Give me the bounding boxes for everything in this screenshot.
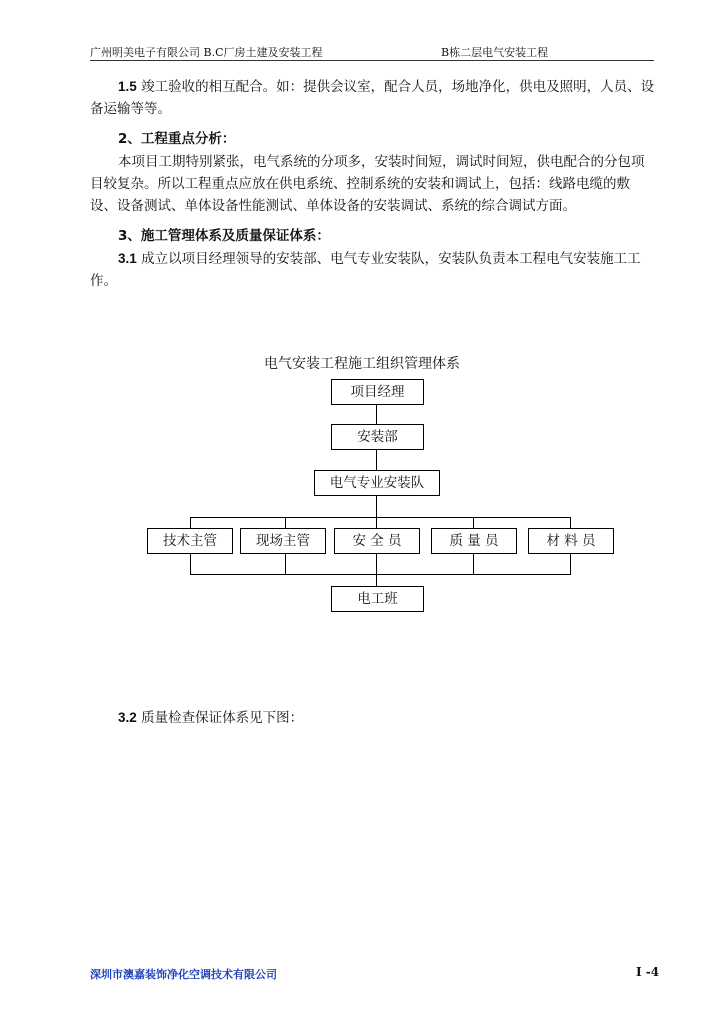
connector-line	[190, 517, 191, 528]
header-divider	[90, 60, 654, 61]
section-number: 3.1	[118, 251, 137, 266]
org-box-site-supervisor: 现场主管	[240, 528, 326, 554]
org-box-technical-supervisor: 技术主管	[147, 528, 233, 554]
connector-line	[190, 554, 191, 574]
connector-line	[473, 554, 474, 574]
connector-line	[285, 517, 286, 528]
connector-line	[376, 574, 377, 586]
connector-line	[570, 517, 571, 528]
connector-line	[376, 517, 377, 528]
paragraph-1-5	[90, 76, 656, 120]
connector-line	[190, 574, 571, 575]
connector-line	[473, 517, 474, 528]
connector-line	[285, 554, 286, 574]
org-box-quality-officer: 质 量 员	[431, 528, 517, 554]
org-box-safety-officer: 安 全 员	[334, 528, 420, 554]
page-number: I -4	[636, 965, 660, 979]
paragraph-key-analysis: 本项目工期特别紧张，电气系统的分项多，安装时间短，调试时间短，供电配合的分包项目较复杂。所以工程重点应放在供电系统、控制系统的安装和调试上，包括：线路电缆的敷设、设备测试、单体设备性能测试、单体设备的安装调试、系统的综合调试方面。	[90, 154, 645, 214]
paragraph-3-2	[118, 707, 684, 729]
section-number: 1.5	[118, 79, 137, 94]
heading-key-analysis: 2、工程重点分析：	[118, 131, 236, 147]
paragraph-text: 成立以项目经理领导的安装部、电气专业安装队，安装队负责本工程电气安装施工工作。	[90, 251, 641, 289]
header-project-name: 广州明美电子有限公司 B.C厂房土建及安装工程	[90, 46, 323, 59]
paragraph-3-1	[90, 248, 656, 292]
connector-line	[376, 496, 377, 517]
connector-line	[376, 554, 377, 574]
footer-company-name: 深圳市澳嘉装饰净化空调技术有限公司	[90, 968, 277, 981]
org-box-materials-officer: 材 料 员	[528, 528, 614, 554]
heading-management-system: 3、施工管理体系及质量保证体系：	[118, 228, 330, 244]
header-section-name: B栋二层电气安装工程	[441, 46, 549, 59]
org-chart-title: 电气安装工程施工组织管理体系	[264, 356, 460, 372]
org-box-electrical-team: 电气专业安装队	[314, 470, 440, 496]
section-number: 3.2	[118, 710, 137, 725]
connector-line	[376, 450, 377, 470]
connector-line	[190, 517, 571, 518]
org-box-installation-dept: 安装部	[331, 424, 424, 450]
org-box-project-manager: 项目经理	[331, 379, 424, 405]
org-box-electrician-crew: 电工班	[331, 586, 424, 612]
paragraph-text: 质量检查保证体系见下图：	[136, 710, 304, 726]
connector-line	[570, 554, 571, 574]
paragraph-text: 竣工验收的相互配合。如：提供会议室，配合人员，场地净化，供电及照明，人员、设备运输等等。	[90, 79, 655, 117]
connector-line	[376, 405, 377, 424]
